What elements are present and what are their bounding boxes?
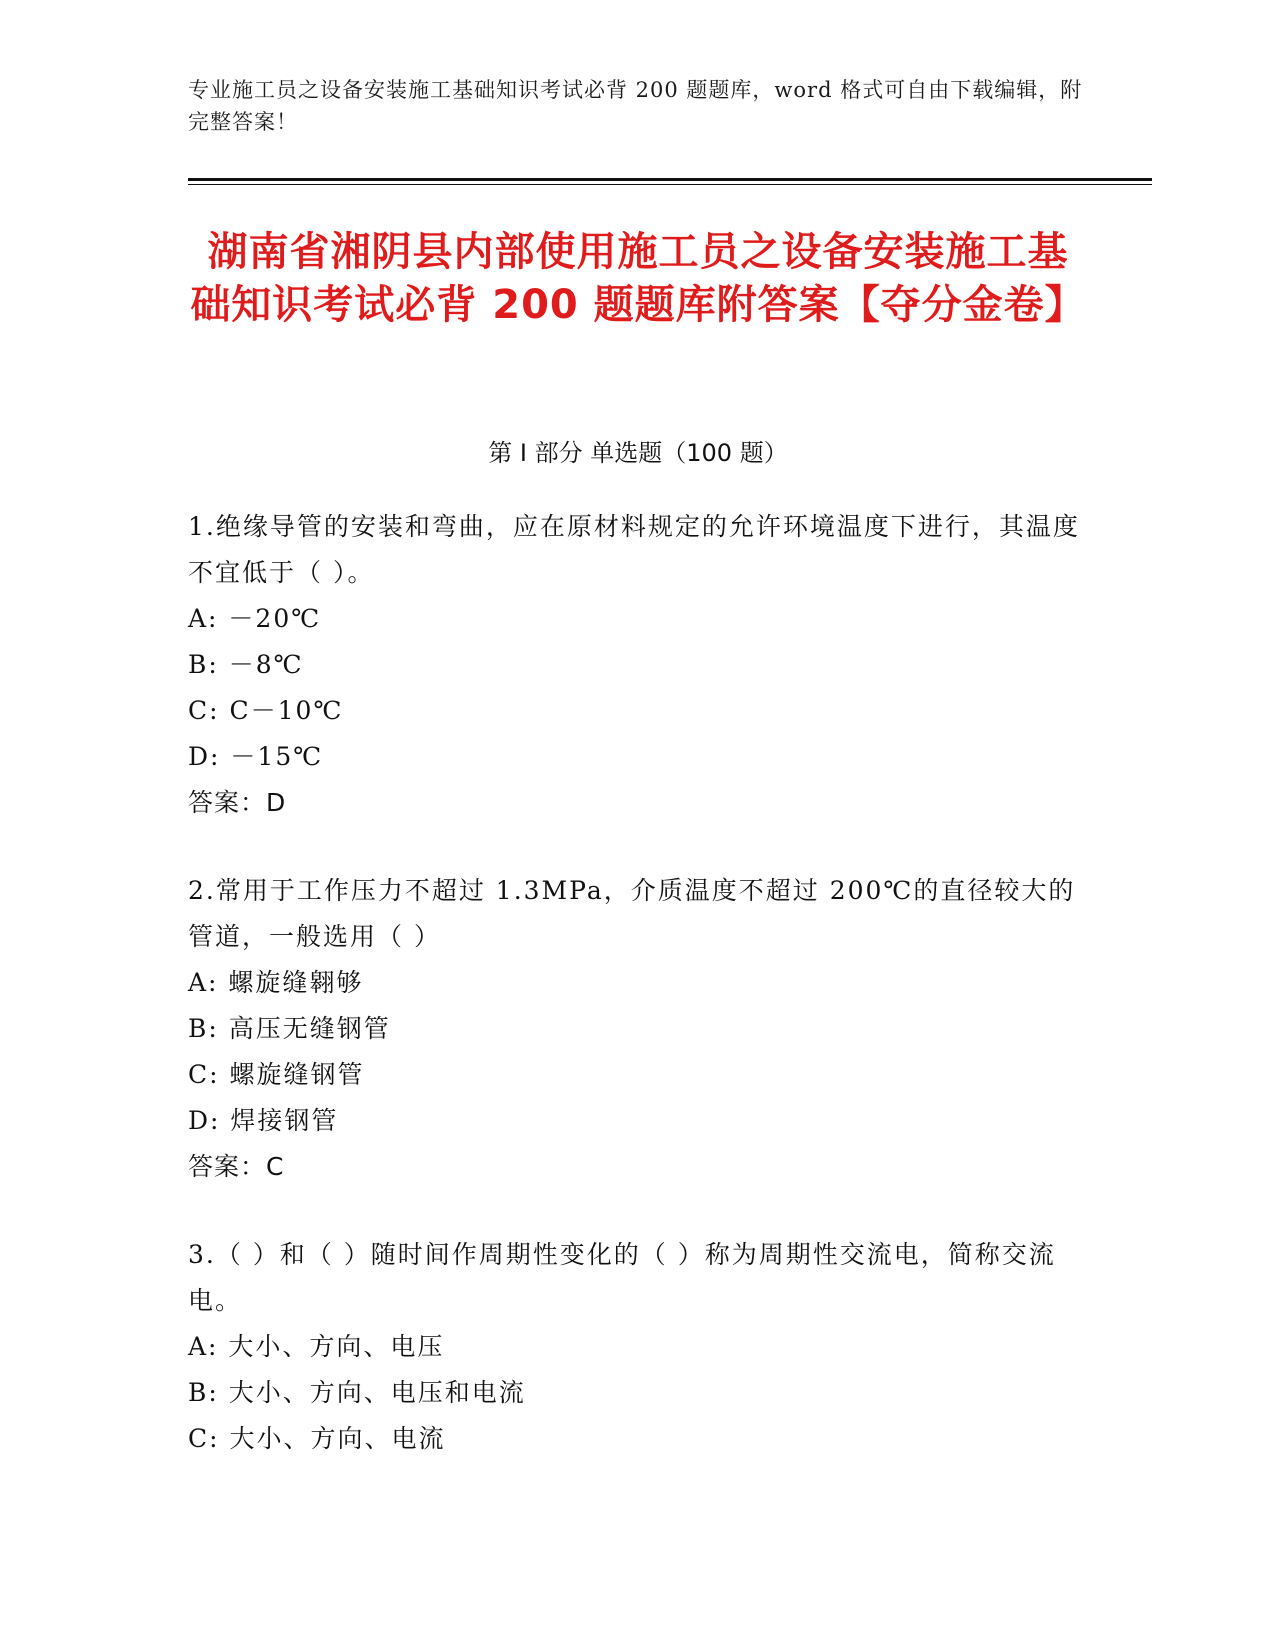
document-title: 湖南省湘阴县内部使用施工员之设备安装施工基础知识考试必背 200 题题库附答案【夺分金卷】 [190, 229, 1086, 328]
question-2 [188, 868, 1088, 1190]
question-1 [188, 504, 1088, 826]
question-stem: 2.常用于工作压力不超过 1.3MPa，介质温度不超过 200℃的直径较大的管道，一般选用（ ） [188, 876, 1076, 951]
option-b: B: 高压无缝钢管 [188, 1014, 391, 1043]
question-3 [188, 1232, 1088, 1462]
option-b: B: 大小、方向、电压和电流 [188, 1378, 526, 1407]
option-c: C: 大小、方向、电流 [188, 1424, 446, 1453]
answer: 答案：C [188, 1152, 285, 1181]
section-title: 第 I 部分 单选题（100 题） [488, 439, 788, 467]
option-a: A: －20℃ [188, 604, 322, 633]
option-a: A: 螺旋缝翱够 [188, 968, 364, 997]
option-d: D: 焊接钢管 [188, 1106, 339, 1135]
option-d: D: －15℃ [188, 742, 324, 771]
option-c: C: C－10℃ [188, 696, 344, 725]
question-stem: 3.（ ）和（ ）随时间作周期性变化的（ ）称为周期性交流电，简称交流电。 [188, 1240, 1056, 1315]
header-divider-thin [188, 184, 1152, 185]
question-stem: 1.绝缘导管的安装和弯曲，应在原材料规定的允许环境温度下进行，其温度不宜低于（ ）。 [188, 512, 1080, 587]
option-b: B: －8℃ [188, 650, 304, 679]
answer: 答案：D [188, 788, 287, 817]
option-a: A: 大小、方向、电压 [188, 1332, 445, 1361]
header-note: 专业施工员之设备安装施工基础知识考试必背 200 题题库，word 格式可自由下载编辑，附完整答案！ [188, 78, 1083, 134]
option-c: C: 螺旋缝钢管 [188, 1060, 365, 1089]
header-divider-thick [188, 178, 1152, 181]
